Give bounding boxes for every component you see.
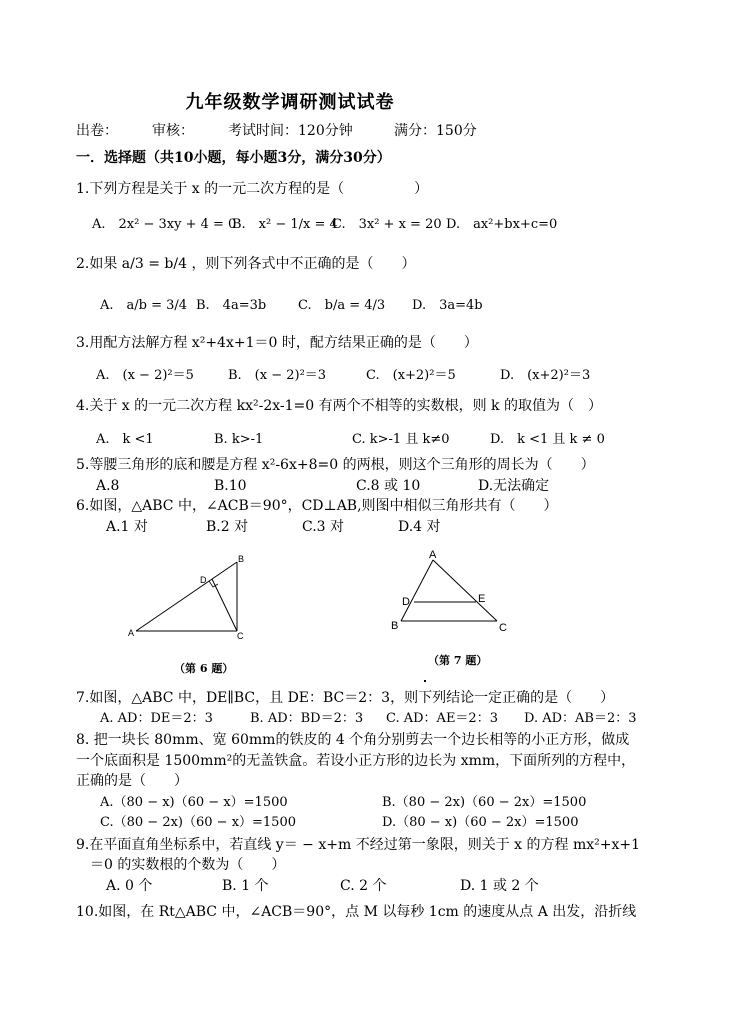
q8-option-c: C.（80 − 2x)（60 − x）=1500 xyxy=(100,815,296,830)
q6-option-b: B.2 对 xyxy=(206,519,249,535)
q1-option-b: B. x² − 1/x = 4 xyxy=(232,217,338,232)
q6-option-c: C.3 对 xyxy=(302,519,345,535)
q6-option-d: D.4 对 xyxy=(398,519,441,535)
q4-option-b: B. k>-1 xyxy=(214,432,264,447)
fig7-caption: （第 7 题） xyxy=(428,654,488,667)
q9-option-c: C. 2 个 xyxy=(340,878,387,894)
q5-option-b: B.10 xyxy=(214,478,247,494)
q5-option-d: D.无法确定 xyxy=(478,478,550,494)
meta-reviewer: 审核： xyxy=(152,123,194,139)
fig6-caption: （第 6 题） xyxy=(174,662,234,675)
q7-stem: 7.如图，△ABC 中，DE∥BC，且 DE：BC＝2：3，则下列结论一定正确的是（ ） xyxy=(76,690,615,706)
meta-time: 考试时间：120分钟 xyxy=(228,123,353,139)
q2-option-d: D. 3a=4b xyxy=(412,298,483,313)
figure-6 xyxy=(120,550,260,650)
page-title: 九年级数学调研测试试卷 xyxy=(185,92,395,113)
q5-option-c: C.8 或 10 xyxy=(356,478,421,494)
q3-option-c: C. (x+2)²＝5 xyxy=(366,368,456,383)
q4-stem: 4.关于 x 的一元二次方程 kx²-2x-1=0 有两个不相等的实数根，则 k 的取值为（ ） xyxy=(76,398,602,414)
q7-option-a: A. AD：DE＝2：3 xyxy=(100,711,213,726)
q9-stem-line2: ＝0 的实数根的个数为（ ） xyxy=(90,857,286,873)
q10-stem: 10.如图，在 Rt△ABC 中，∠ACB＝90°，点 M 以每秒 1cm 的速度从点 A 出发，沿折线 xyxy=(76,904,637,920)
fig6-label-b: B xyxy=(238,554,245,564)
fig7-label-d: D xyxy=(402,596,410,608)
q8-stem-line3: 正确的是（ ） xyxy=(76,773,188,789)
meta-score: 满分：150分 xyxy=(394,123,477,139)
fig7-side-ab xyxy=(401,560,433,621)
q7-option-c: C. AD：AE＝2：3 xyxy=(386,711,498,726)
stray-dot xyxy=(424,680,426,682)
q3-option-a: A. (x − 2)²＝5 xyxy=(96,368,194,383)
q8-option-b: B.（80 − 2x)（60 − 2x）=1500 xyxy=(382,795,587,810)
q9-option-b: B. 1 个 xyxy=(222,878,269,894)
fig7-label-e: E xyxy=(478,593,486,605)
q4-option-d: D. k <1 且 k ≠ 0 xyxy=(490,432,605,447)
fig6-side-ab xyxy=(136,562,237,631)
q2-stem: 2.如果 a/3 = b/4 ，则下列各式中不正确的是（ ） xyxy=(76,256,416,272)
q4-option-c: C. k>-1 且 k≠0 xyxy=(352,432,450,447)
q7-option-d: D. AD：AB＝2：3 xyxy=(524,711,637,726)
fig7-side-ac xyxy=(433,560,497,621)
q4-option-a: A. k <1 xyxy=(96,432,154,447)
meta-setter: 出卷： xyxy=(76,123,118,139)
q1-option-d: D. ax²+bx+c=0 xyxy=(446,217,558,232)
fig6-label-c: C xyxy=(237,631,244,641)
q3-option-b: B. (x − 2)²＝3 xyxy=(228,368,327,383)
q1-option-a: A. 2x² − 3xy + 4 = 0 xyxy=(92,217,237,232)
q2-option-b: B. 4a=3b xyxy=(196,298,267,313)
q6-stem: 6.如图，△ABC 中，∠ACB＝90°，CD⊥AB,则图中相似三角形共有（ ） xyxy=(76,498,558,514)
q7-option-b: B. AD：BD＝2：3 xyxy=(250,711,364,726)
q2-option-a: A. a/b = 3/4 xyxy=(100,298,188,313)
q1-stem: 1.下列方程是关于 x 的一元二次方程的是（ ） xyxy=(76,181,429,197)
section-heading: 一．选择题（共10小题，每小题3分，满分30分） xyxy=(76,150,391,166)
q8-option-a: A.（80 − x)（60 − x）=1500 xyxy=(100,795,288,810)
q8-stem-line1: 8. 把一块长 80mm、宽 60mm的铁皮的 4 个角分别剪去一个边长相等的小正方形，做成 xyxy=(76,732,630,748)
q9-option-a: A. 0 个 xyxy=(106,878,153,894)
fig6-label-d: D xyxy=(200,575,207,585)
fig7-label-b: B xyxy=(391,620,399,632)
q3-stem: 3.用配方法解方程 x²+4x+1＝0 时，配方结果正确的是（ ） xyxy=(76,335,478,351)
q3-option-d: D. (x+2)²＝3 xyxy=(500,368,591,383)
fig7-label-a: A xyxy=(429,549,437,561)
q2-option-c: C. b/a = 4/3 xyxy=(298,298,386,313)
q9-option-d: D. 1 或 2 个 xyxy=(460,878,539,894)
q5-option-a: A.8 xyxy=(96,478,120,494)
figure-7 xyxy=(385,545,520,645)
fig6-altitude-cd xyxy=(212,579,237,631)
fig6-label-a: A xyxy=(128,628,135,638)
q8-stem-line2: 一个底面积是 1500mm²的无盖铁盒。若设小正方形的边长为 xmm，下面所列的方程中， xyxy=(76,753,636,769)
q9-stem-line1: 9.在平面直角坐标系中，若直线 y＝ − x+m 不经过第一象限，则关于 x 的方程 mx²+x+1 xyxy=(76,837,640,853)
fig7-label-c: C xyxy=(499,622,507,634)
q8-option-d: D.（80 − x)（60 − 2x）=1500 xyxy=(382,815,579,830)
q1-option-c: C. 3x² + x = 20 xyxy=(332,217,442,232)
q6-option-a: A.1 对 xyxy=(106,519,148,535)
q5-stem: 5.等腰三角形的底和腰是方程 x²-6x+8=0 的两根，则这个三角形的周长为（ ） xyxy=(76,457,595,473)
